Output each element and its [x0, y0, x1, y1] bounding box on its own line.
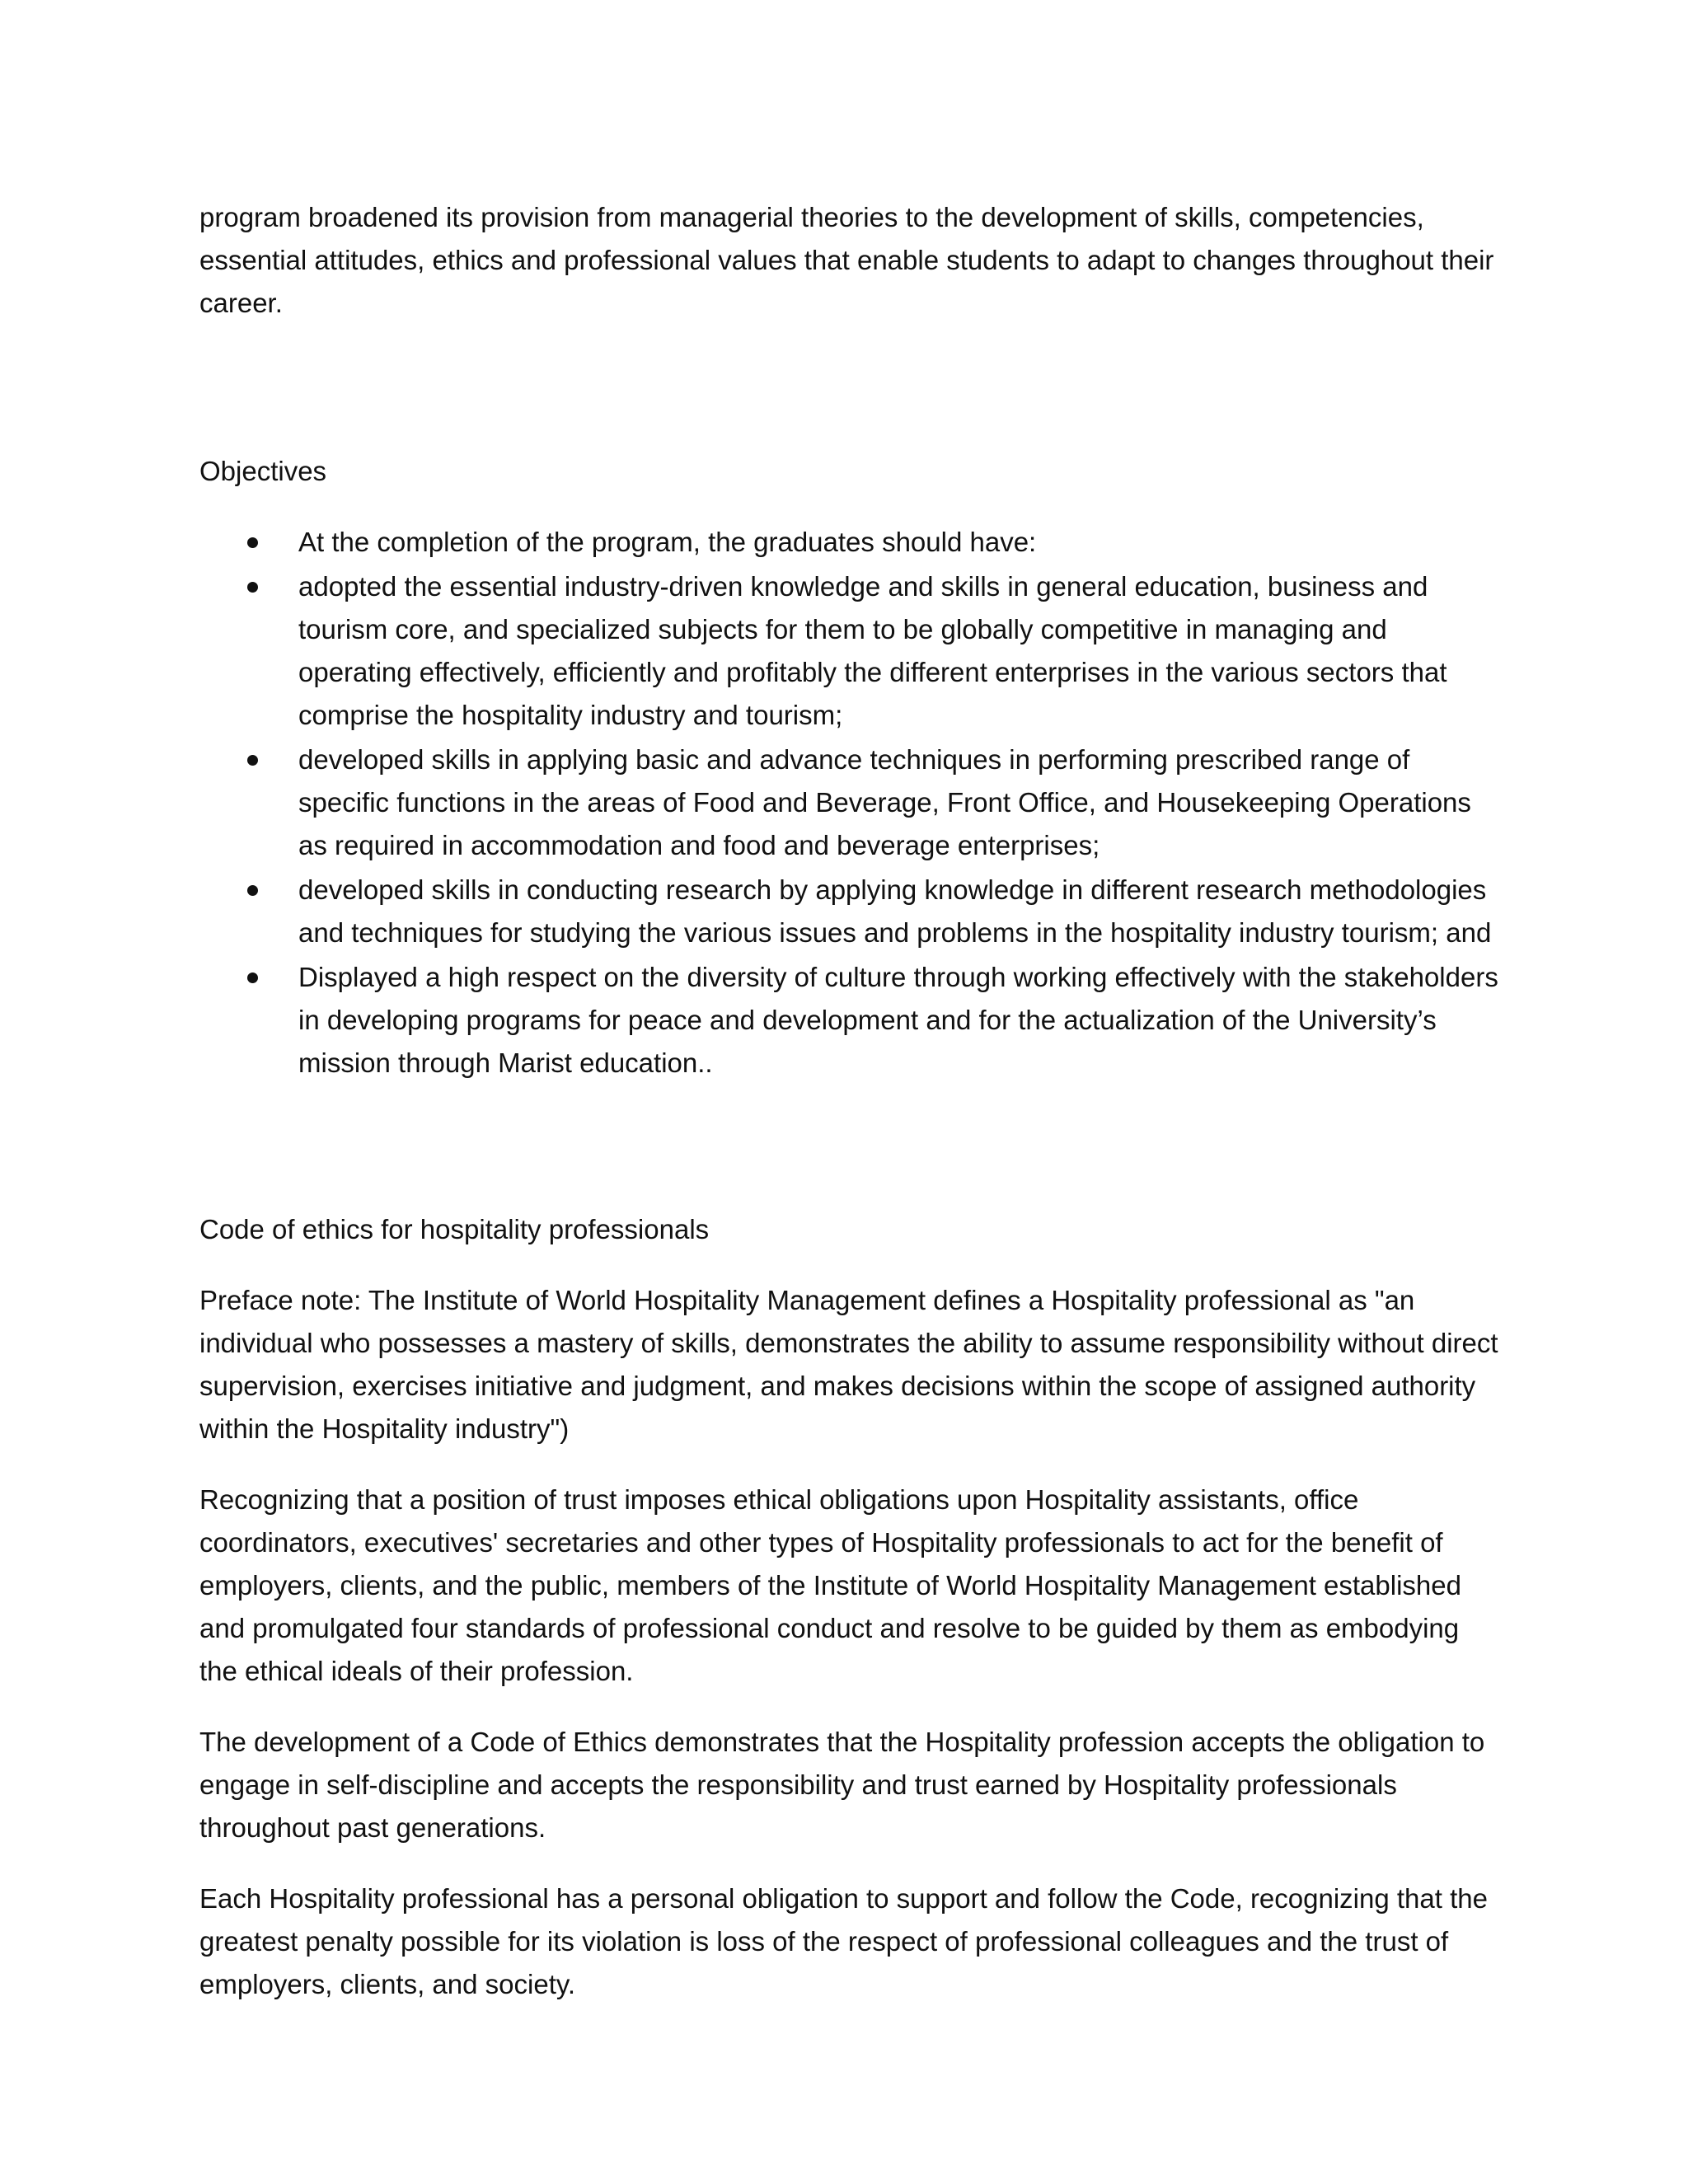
recognizing-paragraph: Recognizing that a position of trust imposes ethical obligations upon Hospitality assistants, office coordinators, executives' secretaries and other types of Hospitality professionals to act for the benefit of employers, clients, and the public, members of the Institute of World Hospitality Management established and promulgated four standards of professional conduct and resolve to be guided by them as embodying the ethical ideals of their profession. [199, 1484, 1461, 1686]
page-content [199, 196, 1502, 2034]
bullet-icon [247, 537, 258, 548]
intro-paragraph: program broadened its provision from managerial theories to the development of skills, competencies, essential attitudes, ethics and professional values that enable students to adapt to changes throughout their career. [199, 202, 1494, 318]
code-of-ethics-title: Code of ethics for hospitality professionals [199, 1214, 710, 1244]
bullet-icon [247, 972, 258, 983]
bullet-icon [247, 885, 258, 896]
list-item [199, 521, 1502, 564]
objectives-heading: Objectives [199, 456, 327, 486]
list-item-text: developed skills in applying basic and advance techniques in performing prescribed range of specific functions in the areas of Food and Beverage, Front Office, and Housekeeping Operations as required in accommodation and food and beverage enterprises; [298, 744, 1471, 860]
bullet-icon [247, 582, 258, 593]
list-item [199, 956, 1502, 1085]
list-item-text: developed skills in conducting research by applying knowledge in different research methodologies and techniques for studying the various issues and problems in the hospitality industry tourism; and [298, 874, 1492, 948]
bullet-icon [247, 755, 258, 766]
list-item-text: At the completion of the program, the graduates should have: [298, 527, 1037, 557]
list-item-text: Displayed a high respect on the diversity of culture through working effectively with the stakeholders in developing programs for peace and development and for the actualization of the University’s mission through Marist education.. [298, 962, 1498, 1078]
development-paragraph: The development of a Code of Ethics demonstrates that the Hospitality profession accepts the obligation to engage in self-discipline and accepts the responsibility and trust earned by Hospitality professionals throughout past generations. [199, 1727, 1485, 1843]
objectives-list [199, 521, 1502, 1085]
list-item [199, 869, 1502, 954]
preface-paragraph: Preface note: The Institute of World Hospitality Management defines a Hospitality professional as "an individual who possesses a mastery of skills, demonstrates the ability to assume responsibility without direct supervision, exercises initiative and judgment, and makes decisions within the scope of assigned authority within the Hospitality industry") [199, 1285, 1498, 1444]
obligation-paragraph: Each Hospitality professional has a personal obligation to support and follow the Code, recognizing that the greatest penalty possible for its violation is loss of the respect of professional colleagues and the trust of employers, clients, and society. [199, 1883, 1488, 1999]
list-item [199, 738, 1502, 867]
list-item-text: adopted the essential industry-driven knowledge and skills in general education, business and tourism core, and specialized subjects for them to be globally competitive in managing and operating effectively, efficiently and profitably the different enterprises in the various sectors that comprise the hospitality industry and tourism; [298, 571, 1447, 730]
list-item [199, 565, 1502, 737]
